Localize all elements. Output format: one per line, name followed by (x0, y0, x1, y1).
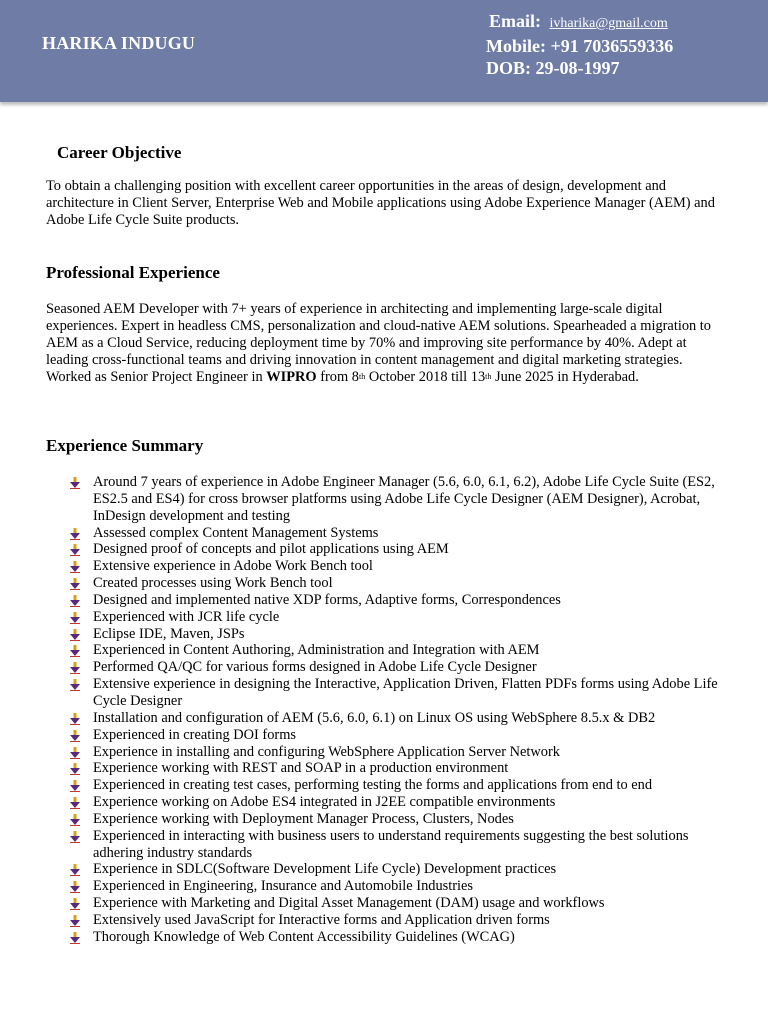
work-prefix: Worked as Senior Project Engineer in (46, 369, 267, 385)
company-name: WIPRO (266, 369, 317, 385)
summary-item-text: Experience working on Adobe ES4 integrated in J2EE compatible environments (93, 794, 556, 811)
summary-item-text: Extensive experience in Adobe Work Bench tool (93, 558, 373, 575)
arrow-bullet-icon (70, 595, 81, 607)
summary-item-text: Eclipse IDE, Maven, JSPs (93, 625, 245, 642)
summary-list-item (70, 727, 730, 744)
work-end: June 2025 in Hyderabad. (491, 369, 639, 385)
summary-list-item (70, 744, 730, 761)
arrow-bullet-icon (70, 662, 81, 674)
professional-experience-paragraph: Seasoned AEM Developer with 7+ years of experience in architecting and implementing large-scale digital experiences. Expert in headless CMS, personalization and cloud-native AEM solutions. Spearheaded a migration to AEM as a Cloud Service, reducing deployment time by 70% and improving site performance by 40%. Adept at leading cross-functional teams and driving innovation in content management and digital marketing strategies. (46, 301, 711, 368)
summary-list-item (70, 811, 730, 828)
arrow-bullet-icon (70, 730, 81, 742)
summary-list-item (70, 912, 730, 929)
summary-item-text: Extensive experience in designing the Interactive, Application Driven, Flatten PDFs forms using Adobe Life Cycle Designer (93, 676, 718, 709)
summary-item-text: Created processes using Work Bench tool (93, 575, 333, 592)
summary-item-text: Experienced with JCR life cycle (93, 608, 280, 625)
arrow-bullet-icon (70, 915, 81, 927)
experience-summary-heading: Experience Summary (46, 436, 204, 455)
arrow-bullet-icon (70, 629, 81, 641)
summary-list-item (70, 525, 730, 542)
summary-list-item (70, 710, 730, 727)
arrow-bullet-icon (70, 528, 81, 540)
email-label: Email: (489, 11, 541, 31)
summary-list-item (70, 558, 730, 575)
arrow-bullet-icon (70, 898, 81, 910)
arrow-bullet-icon (70, 477, 81, 489)
arrow-bullet-icon (70, 864, 81, 876)
summary-list-item (70, 592, 730, 609)
arrow-bullet-icon (70, 544, 81, 556)
summary-list-item (70, 541, 730, 558)
summary-item-text: Extensively used JavaScript for Interactive forms and Application driven forms (93, 911, 550, 928)
arrow-bullet-icon (70, 578, 81, 590)
summary-item-text: Thorough Knowledge of Web Content Accessibility Guidelines (WCAG) (93, 928, 515, 945)
summary-item-text: Around 7 years of experience in Adobe Engineer Manager (5.6, 6.0, 6.1, 6.2), Adobe Life Cycle Suite (ES2, ES2.5 and ES4) for cross browser platforms using Adobe Life Cycle Designer (AEM Designer), Acrobat, InDesign development and testing (93, 474, 715, 524)
arrow-bullet-icon (70, 932, 81, 944)
professional-experience-text (46, 301, 726, 386)
summary-item-text: Designed and implemented native XDP forms, Adaptive forms, Correspondences (93, 591, 561, 608)
header-band (0, 0, 768, 102)
dob-row: DOB: 29-08-1997 (486, 58, 620, 78)
arrow-bullet-icon (70, 679, 81, 691)
summary-list-item (70, 575, 730, 592)
summary-item-text: Experience working with REST and SOAP in a production environment (93, 760, 509, 777)
summary-item-text: Experienced in creating DOI forms (93, 726, 296, 743)
summary-list-item (70, 828, 730, 862)
summary-item-text: Experience in SDLC(Software Development Life Cycle) Development practices (93, 861, 557, 878)
arrow-bullet-icon (70, 881, 81, 893)
summary-item-text: Experienced in interacting with business users to understand requirements suggesting the best solutions adhering industry standards (93, 827, 689, 861)
summary-item-text: Experience with Marketing and Digital Asset Management (DAM) usage and workflows (93, 895, 605, 912)
summary-item-text: Performed QA/QC for various forms designed in Adobe Life Cycle Designer (93, 659, 537, 676)
summary-list-item (70, 777, 730, 794)
summary-list-item (70, 929, 730, 946)
summary-list-item (70, 609, 730, 626)
summary-list-item (70, 626, 730, 643)
work-mid: October 2018 till 13 (365, 369, 486, 385)
summary-item-text: Installation and configuration of AEM (5.6, 6.0, 6.1) on Linux OS using WebSphere 8.5.x & DB2 (93, 709, 656, 726)
summary-item-text: Designed proof of concepts and pilot applications using AEM (93, 541, 449, 558)
summary-item-text: Experienced in creating test cases, performing testing the forms and applications from end to end (93, 777, 653, 794)
summary-item-text: Assessed complex Content Management Systems (93, 524, 379, 541)
summary-list-item (70, 861, 730, 878)
contact-block (486, 10, 673, 79)
career-objective-text (46, 178, 726, 229)
summary-list-item (70, 895, 730, 912)
summary-item-text: Experience working with Deployment Manager Process, Clusters, Nodes (93, 810, 514, 827)
summary-item-text: Experienced in Content Authoring, Administration and Integration with AEM (93, 642, 540, 659)
arrow-bullet-icon (70, 713, 81, 725)
professional-experience-heading: Professional Experience (46, 263, 220, 282)
email-row (486, 10, 673, 35)
summary-list-item (70, 760, 730, 777)
arrow-bullet-icon (70, 763, 81, 775)
candidate-name: HARIKA INDUGU (42, 33, 196, 53)
experience-summary-list (70, 474, 730, 946)
summary-item-text: Experienced in Engineering, Insurance and Automobile Industries (93, 878, 474, 895)
summary-list-item (70, 659, 730, 676)
mobile-row: Mobile: +91 7036559336 (486, 36, 674, 56)
summary-list-item (70, 794, 730, 811)
career-objective-heading: Career Objective (57, 143, 182, 162)
summary-list-item (70, 474, 730, 525)
ordinal-suffix-end: th (485, 372, 492, 381)
arrow-bullet-icon (70, 561, 81, 573)
summary-list-item (70, 642, 730, 659)
summary-list-item (70, 676, 730, 710)
career-objective-paragraph: To obtain a challenging position with excellent career opportunities in the areas of design, development and architecture in Client Server, Enterprise Web and Mobile applications using Adobe Experience Manager (AEM) and Adobe Life Cycle Suite products. (46, 178, 715, 228)
work-from: from 8 (316, 369, 359, 385)
summary-list-item (70, 878, 730, 895)
email-link[interactable]: ivharika@gmail.com (549, 16, 668, 31)
arrow-bullet-icon (70, 797, 81, 809)
ordinal-suffix-start: th (359, 372, 366, 381)
arrow-bullet-icon (70, 612, 81, 624)
arrow-bullet-icon (70, 814, 81, 826)
arrow-bullet-icon (70, 747, 81, 759)
arrow-bullet-icon (70, 780, 81, 792)
arrow-bullet-icon (70, 831, 81, 843)
summary-item-text: Experience in installing and configuring WebSphere Application Server Network (93, 743, 560, 760)
arrow-bullet-icon (70, 645, 81, 657)
work-history-line (46, 369, 726, 386)
